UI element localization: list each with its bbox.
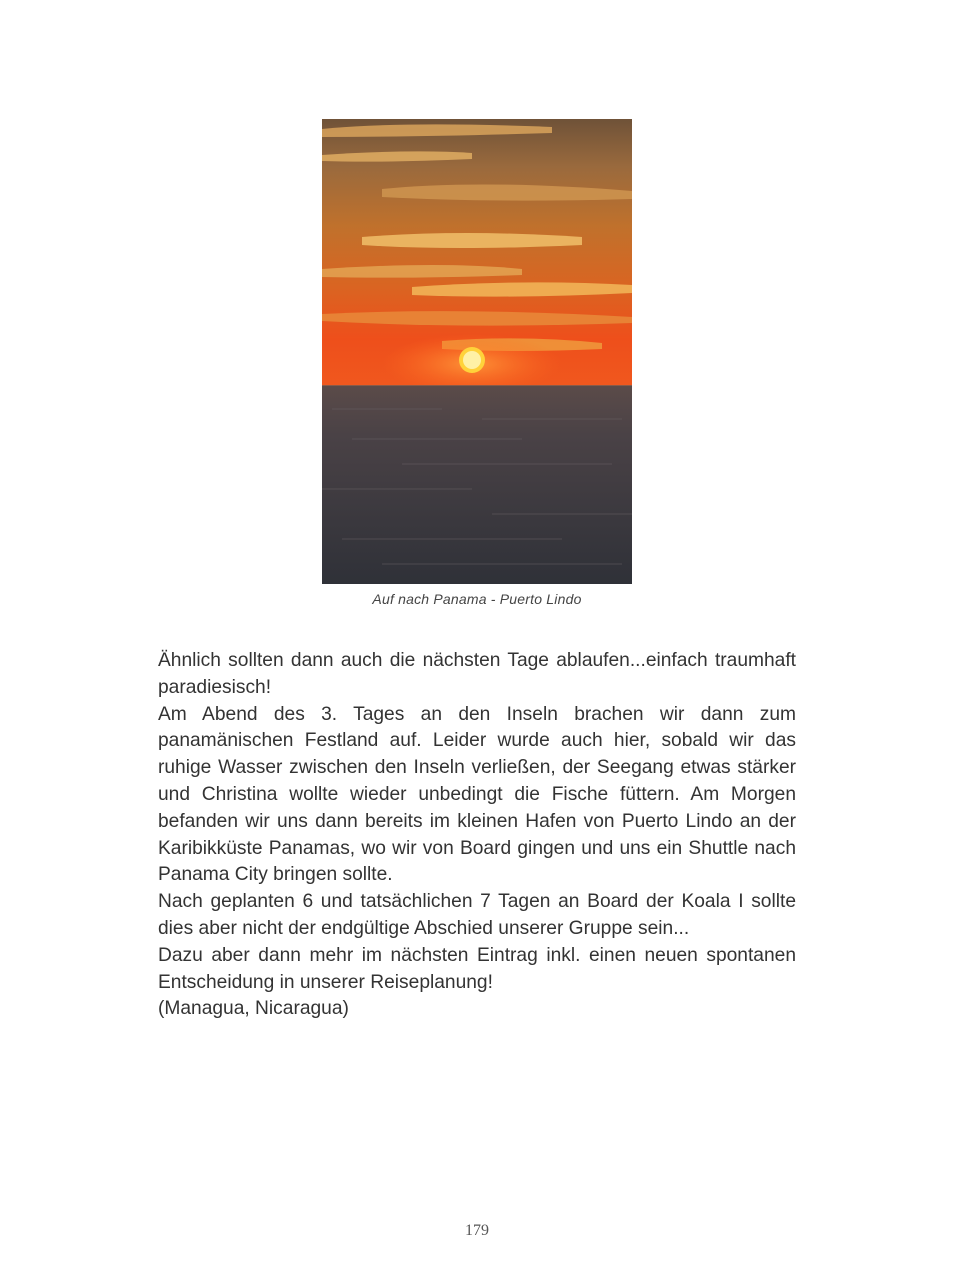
paragraph: (Managua, Nicaragua)	[158, 998, 349, 1020]
sunset-photo	[322, 119, 632, 584]
paragraph: Dazu aber dann mehr im nächsten Eintrag inkl. einen neuen spontanen Entscheidung in unserer Reiseplanung!	[158, 944, 796, 993]
body-text	[158, 648, 796, 1023]
page-number: 179	[465, 1222, 489, 1239]
paragraph: Ähnlich sollten dann auch die nächsten Tage ablaufen...einfach traumhaft paradiesisch!	[158, 650, 796, 698]
paragraph: Nach geplanten 6 und tatsächlichen 7 Tagen an Board der Koala I sollte dies aber nicht der endgültige Abschied unserer Gruppe sein...	[158, 891, 796, 939]
figure-caption: Auf nach Panama - Puerto Lindo	[372, 591, 582, 607]
paragraph: Am Abend des 3. Tages an den Inseln brachen wir dann zum panamänischen Festland auf. Leider wurde auch hier, sobald wir das ruhige Wasser zwischen den Inseln verließen, der Seegang etwas stärker und Christina wollte wieder unbedingt die Fische füttern. Am Morgen befanden wir uns dann bereits im kleinen Hafen von Puerto Lindo an der Karibikküste Panamas, wo wir von Board gingen und uns ein Shuttle nach Panama City bringen sollte.	[158, 703, 796, 886]
